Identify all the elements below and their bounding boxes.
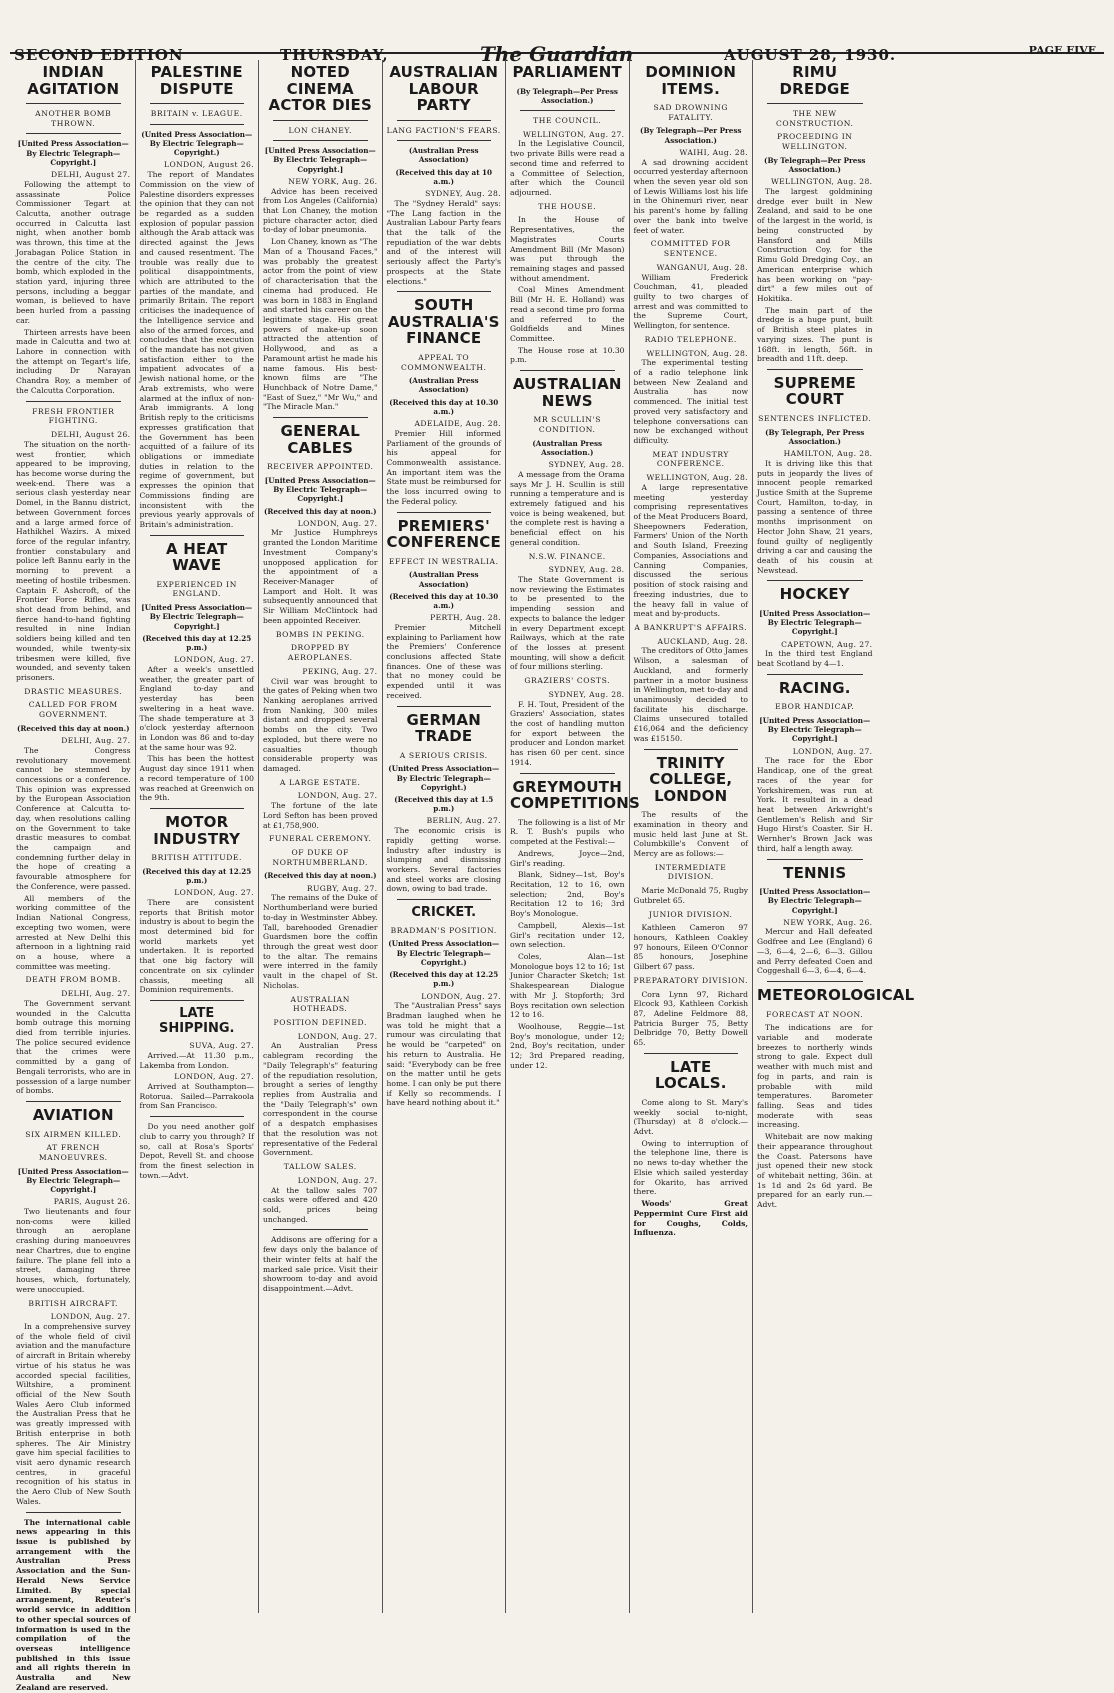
press-credit: (By Telegraph—Per Press Association.) (516, 86, 618, 105)
divider (767, 103, 863, 104)
subheading: RECEIVER APPOINTED. (266, 462, 374, 472)
dateline: DELHI, Aug. 27. (61, 736, 131, 746)
received-note: (Received this day at 10.30 a.m.) (389, 397, 499, 416)
cable-notice: The international cable news appearing in this issue is published by arrangement with the Australian Press Association and the Sun-Herald News Service Limited. By special arrangement, Reuter's world service in addition to other special sources of information is used in the compilation of the overseas intelligence published in this issue and all rights therein in Australia and New Zealand are reserved. (16, 1517, 131, 1692)
subheading: FUNERAL CEREMONY. (269, 834, 372, 844)
column-3 (259, 60, 383, 1613)
headline-supreme-court: SUPREME COURT (773, 373, 856, 409)
article-paragraph: In the Legislative Council, two private Bills were read a second time and referred to a Committee of Selection, after which the Council adjourned. (510, 139, 625, 197)
headline-hockey: HOCKEY (779, 585, 850, 604)
article-paragraph: At the tallow sales 707 casks were offered and 420 sold, prices being unchanged. (263, 1185, 378, 1224)
dateline: PERTH, Aug. 28. (430, 613, 501, 623)
divider (150, 535, 245, 536)
dateline: LONDON, Aug. 27. (174, 1072, 254, 1082)
article-paragraph: Lon Chaney, known as "The Man of a Thousand Faces," was probably the greatest actor from the point of view of characterisation that the cinema had produced. He was born in 1883 in England and started his career on the legitimate stage. His great powers of make-up soon attracted the attention of Hollywood, and as a Paramount artist he made his name famous. His best-known films are "The Hunchback of Notre Dame," "East of Suez," "Mr Wu," and "The Miracle Man." (263, 237, 378, 412)
column-4 (383, 60, 507, 1613)
press-credit: (United Press Association—By Electric Telegraph—Copyright.) (141, 129, 253, 158)
article-paragraph: The indications are for variable and moderate breezes to northerly winds strong to gale. Expect dull weather with much mist and fog in parts, and rain is probable with mild temperatures. Barometer falling. Seas and tides moderate with seas increasing. (757, 1023, 873, 1130)
headline-cricket: CRICKET. (411, 905, 477, 921)
subheading: APPEAL TO COMMONWEALTH. (400, 352, 487, 372)
press-credit: (By Telegraph—Per Press Association.) (640, 126, 742, 145)
article-paragraph: Mercur and Hall defeated Godfree and Lee (England) 6—3, 6—4, 2—6, 6—3. Gillou and Perry defeated Coen and Coggeshall 6—3, 6—4, 6—4. (757, 927, 873, 976)
article-paragraph: The "Australian Press" says Bradman laughed when he was told he might that a rumour was circulating that he would be "carpeted" on his return to Australia. He said: "Everybody can be free on the matter until he gets home. I can only be put there if Kelly so recommends. I have heard nothing about it." (386, 1001, 501, 1108)
divider (150, 124, 245, 125)
subheading: LON CHANEY. (288, 125, 352, 135)
divider (26, 103, 121, 104)
headline-general-cables: GENERAL CABLES (280, 422, 360, 457)
dateline: WELLINGTON, Aug. 28. (646, 348, 748, 358)
masthead (10, 6, 1104, 66)
dateline: WELLINGTON, Aug. 27. (522, 129, 625, 139)
divider (26, 401, 121, 402)
divider (397, 291, 492, 292)
page-number: PAGE FIVE. (1028, 44, 1100, 57)
subheading: COMMITTED FOR SENTENCE. (650, 239, 731, 259)
article-paragraph: The House rose at 10.30 p.m. (510, 345, 625, 365)
article-paragraph: It is driving like this that puts in jeopardy the lives of innocent people remarked Justice Smith at the Supreme Court, Hamilton, to-day, in passing a sentence of three months imprisonment on Hector John Shaw, 21 years, found guilty of negligently driving a car and causing the death of his cousin at Newstead. (757, 458, 873, 575)
subheading: AT FRENCH MANOEUVRES. (38, 1143, 108, 1162)
dateline: LONDON, Aug. 27. (421, 991, 501, 1001)
article-paragraph: The main part of the dredge is a huge punt, built of British steel plates in varying sizes. The punt is 168ft. in length, 56ft. in breadth and 11ft. deep. (757, 305, 873, 364)
dateline: WELLINGTON, Aug. 28. (770, 177, 873, 187)
press-credit: (United Press Association—By Electric Telegraph—Copyright.) (388, 939, 500, 967)
press-credit: [United Press Association—By Electric Telegraph—Copyright.] (17, 139, 129, 167)
dateline: RUGBY, Aug. 27. (306, 883, 378, 893)
headline-late-shipping: LATE SHIPPING. (159, 1006, 235, 1036)
received-note: (Received this day at noon.) (263, 506, 377, 516)
list-item: Woolhouse, Reggie—1st Boy's monologue, under 12; 2nd, Boy's recitation, under 12; 3rd Prepared reading, under 12. (510, 1022, 625, 1070)
article-paragraph: The experimental testing of a radio telephone link between New Zealand and Australia has now commenced. The initial test proved very satisfactory and telephone conversations can now be exchanged without difficulty. (633, 358, 748, 445)
dateline: PEKING, Aug. 27. (302, 666, 378, 676)
dateline: LONDON, August 26. (164, 160, 254, 170)
article-paragraph: Come along to St. Mary's weekly social to-night, (Thursday) at 8 o'clock.—Advt. (633, 1097, 748, 1137)
subheading: BOMBS IN PEKING. (275, 629, 365, 639)
subheading: LANG FACTION'S FEARS. (386, 125, 501, 135)
divider (767, 674, 863, 675)
article-paragraph: The remains of the Duke of Northumberland were buried to-day in Westminster Abbey. Tall, barehooded Grenadier Guardsmen bore the coffin through the great west door to the altar. The remains were interred in the family vault in the chapel of St. Nicholas. (263, 893, 378, 990)
press-credit: [United Press Association—By Electric Telegraph—Copyright.] (141, 603, 253, 631)
subheading: TALLOW SALES. (283, 1162, 357, 1172)
dateline: LONDON, Aug. 27. (50, 1312, 131, 1322)
subheading: FORECAST AT NOON. (766, 1009, 864, 1019)
dateline: LONDON, Aug. 27. (174, 655, 254, 665)
divider (520, 773, 615, 774)
article-paragraph: The Government servant wounded in the Calcutta bomb outrage this morning died from terrible injuries. The police secured evidence that the crimes were committed by a gang of Bengali terrorists, who are in possession of a large number of bombs. (16, 998, 131, 1096)
dateline: SYDNEY, Aug. 28. (548, 565, 625, 575)
headline-indian-agitation: INDIAN AGITATION (27, 63, 120, 98)
advertisement: Do you need another golf club to carry you through? If so, call at Rosa's Sports' Depot, Revell St. and choose from the finest selection in town.—Advt. (139, 1122, 254, 1180)
dateline: LONDON, Aug. 27. (297, 518, 378, 528)
headline-dominion-items: DOMINION ITEMS. (645, 63, 737, 98)
subheading: N.S.W. FINANCE. (528, 551, 606, 561)
article-paragraph: Owing to interruption of the telephone line, there is no news to-day whether the Elsie which sailed yesterday for Okarito, has arrived there. (633, 1138, 748, 1197)
divider (150, 808, 245, 809)
divider (26, 1512, 121, 1513)
divider (767, 369, 863, 370)
article-paragraph: Cora Lynn 97, Richard Elcock 93, Kathleen Corkish 87, Adeline Feldmore 88, Patricia Burger 75, Betty Delbridge 70, Betty Dowell 65. (633, 989, 748, 1048)
received-note: (Received this day at 10 a.m.) (395, 167, 493, 186)
subheading: A BANKRUPT'S AFFAIRS. (634, 622, 748, 632)
subheading: OF DUKE OF NORTHUMBERLAND. (272, 848, 369, 867)
headline-trinity-college: TRINITY COLLEGE, LONDON (649, 753, 733, 805)
divider (767, 981, 863, 982)
press-credit: (By Telegraph—Per Press Association.) (764, 155, 866, 175)
subheading: RADIO TELEPHONE. (644, 334, 737, 344)
divider (397, 512, 492, 513)
issue-day: THURSDAY, (280, 46, 389, 64)
article-paragraph: A sad drowning accident occurred yesterday afternoon when the seven year old son of Lewis Williams lost his life in the Ohinemuri river, near his parent's home by falling over the bank into twelve feet of water. (633, 157, 748, 235)
article-paragraph: The fortune of the late Lord Sefton has been proved at £1,758,900. (263, 801, 378, 830)
dateline: ADELAIDE, Aug. 28. (414, 419, 501, 429)
subheading: THE NEW CONSTRUCTION. (775, 109, 854, 128)
article-paragraph: An Australian Press cablegram recording the "Daily Telegraph's" featuring of the repudiation resolution, brought a series of lengthy replies from Australia and the "Daily Telegraph's" own correspondent in the course of a despatch emphasises that the resolution was not representative of the Federal Government. (263, 1041, 378, 1158)
headline-greymouth-competitions: GREYMOUTH COMPETITIONS (510, 777, 641, 813)
headline-parliament: PARLIAMENT (512, 63, 622, 81)
subheading: ANOTHER BOMB THROWN. (35, 109, 112, 128)
article-paragraph: Marie McDonald 75, Rugby Gutbrelet 65. (633, 886, 748, 905)
divider (273, 120, 368, 121)
dateline: LONDON, Aug. 27. (297, 791, 378, 801)
article-paragraph: Thirteen arrests have been made in Calcutta and two at Lahore in connection with the attempt on Tegart's life, including Dr Narayan Chandra Roy, a member of the Calcutta Corporation. (16, 327, 131, 395)
press-credit: (United Press Association—By Electric Telegraph—Copyright.) (388, 764, 500, 792)
headline-meteorological: METEOROLOGICAL (757, 986, 915, 1005)
list-item: Andrews, Joyce—2nd, Girl's reading. (510, 848, 625, 868)
received-note: (Received this day at 12.25 p.m.) (389, 970, 499, 989)
received-note: (Received this day at 12.25 p.m.) (142, 866, 252, 885)
subheading: PREPARATORY DIVISION. (633, 975, 748, 985)
article-paragraph: Premier Hill informed Parliament of the grounds of his appeal for Commonwealth assistance. An important item was the State must be reimbursed for the loss incurred owing to the Federal policy. (386, 428, 501, 506)
issue-date: AUGUST 28, 1930. (724, 46, 897, 64)
article-paragraph: William Frederick Couchman, 41, pleaded guilty to two charges of arrest and was committed to the Supreme Court, Wellington, for sentence. (633, 272, 748, 331)
headline-racing: RACING. (778, 678, 851, 697)
subheading: THE HOUSE. (538, 201, 597, 211)
press-credit: (Australian Press Association) (408, 146, 479, 165)
subheading: MEAT INDUSTRY CONFERENCE. (652, 449, 730, 469)
article-paragraph: After a week's unsettled weather, the greater part of England to-day and yesterday has been sweltering in a heat wave. The shade temperature at 3 o'clock yesterday afternoon in London was 86 and to-day at the same hour was 92. (139, 664, 254, 752)
article-paragraph: The situation on the north-west frontier, which appeared to be improving, has become worse during the week-end. There was a serious clash yesterday near Domel, in the Bannu district, between Government forces and a large armed force of Hathikhel Wazirs. A mixed force of the regular infantry, frontier constabulary and police left Bannu early in the morning to prevent a meeting of hostile tribesmen. Captain F. Ashcroft, of the Frontier Force Rifles, was shot dead from behind, and fierce hand-to-hand fighting resulted in nine Indian soldiers being killed and ten wounded, while twenty-six tribesmen were killed, five wounded, and seventy taken prisoners. (16, 439, 131, 683)
divider (397, 120, 492, 121)
subheading: PROCEEDING IN WELLINGTON. (776, 132, 853, 152)
headline-premiers-conference: PREMIERS' CONFERENCE (386, 516, 501, 552)
divider (273, 1229, 368, 1230)
column-5 (506, 60, 641, 1613)
divider (397, 140, 492, 141)
dateline: LONDON, Aug. 27. (297, 1175, 378, 1185)
divider (644, 1053, 739, 1054)
subheading: EFFECT IN WESTRALIA. (388, 556, 499, 566)
subheading: A SERIOUS CRISIS. (399, 750, 488, 760)
headline-rimu-dredge: RIMU DREDGE (779, 63, 850, 98)
article-paragraph: A message from the Orama says Mr J. H. Scullin is still running a temperature and is extremely fatigued and his voice is being weakened, but the complete rest is having a beneficial effect on his general condition. (510, 469, 625, 547)
article-paragraph: This has been the hottest August day since 1911 when a record temperature of 100 was reached at Greenwich on the 9th. (139, 754, 254, 803)
advertisement: Woods' Great Peppermint Cure First aid for Coughs, Colds, Influenza. (633, 1199, 748, 1238)
dateline: SYDNEY, Aug. 28. (548, 460, 625, 470)
newspaper-columns (12, 60, 1104, 1692)
subheading: EXPERIENCED IN ENGLAND. (156, 579, 237, 599)
press-credit: [United Press Association—By Electric Telegraph—Copyright.] (759, 716, 871, 744)
subheading: BRITAIN v. LEAGUE. (150, 109, 243, 118)
edition-label: SECOND EDITION (14, 46, 184, 64)
dateline: CAPETOWN, Aug. 27. (781, 639, 873, 649)
column-6 (630, 60, 754, 1613)
dateline: HAMILTON, Aug. 28. (783, 449, 873, 459)
subheading: DRASTIC MEASURES. (24, 686, 123, 696)
subheading: SIX AIRMEN KILLED. (25, 1129, 122, 1139)
subheading: SENTENCES INFLICTED. (758, 413, 872, 423)
received-note: (Received this day at noon.) (16, 723, 130, 733)
received-note: (Received this day at 1.5 p.m.) (394, 795, 494, 814)
newspaper-title: The Guardian (480, 42, 634, 66)
subheading: THE COUNCIL. (533, 115, 602, 125)
article-paragraph: The "Sydney Herald" says: "The Lang faction in the Australian Labour Party fears that the talk of the repudiation of the war debts and of the interest will seriously affect the Party's prospects at the State elections." (386, 198, 501, 286)
subheading: FRESH FRONTIER FIGHTING. (32, 406, 115, 426)
subheading: CALLED FOR FROM GOVERNMENT. (28, 700, 118, 720)
article-paragraph: The report of Mandates Commission on the view of Palestine disorders expresses the opinion that they can not be regarded as a sudden explosion of popular passion although the Arab attack was directed against the Jews and caused resentment. The trouble was really due to political disappointments, which are attributed to the parties of the mandate, and primarily Britain. The report criticises the inadequence of the Intelligence service and also of the armed forces, and concludes that the execution of the mandate has not given satisfaction either to the impatient advocates of a Jewish national home, or the Arab extremists, who were alarmed at the influx of non-Arab immigrants. A long British reply to the criticisms expresses gratification that the Government has been acquitted of a failure of its obligations or immediate duties in relation to the regime of government, but expresses the opinion that Commissions finding are inconsistent with the previous yearly approvals of Britain's administration. (139, 170, 254, 529)
headline-german-trade: GERMAN TRADE (406, 710, 481, 746)
subheading: SAD DROWNING FATALITY. (653, 103, 729, 122)
article-paragraph: F. H. Tout, President of the Graziers' Association, states the cost of handling mutton for export between the producer and London market has risen 60 per cent. since 1914. (510, 699, 625, 767)
divider (397, 899, 492, 900)
subheading: EBOR HANDICAP. (775, 702, 855, 712)
headline-palestine-dispute: PALESTINE DISPUTE (150, 63, 243, 98)
subheading: DROPPED BY AEROPLANES. (287, 643, 353, 663)
dateline: DELHI, August 26. (51, 430, 131, 440)
divider (26, 133, 121, 134)
divider (150, 1000, 245, 1001)
press-credit: (Australian Press Association) (408, 570, 479, 589)
dateline: SYDNEY, Aug. 28. (548, 689, 625, 699)
column-7 (753, 60, 915, 1613)
article-paragraph: The creditors of Otto James Wilson, a salesman of Auckland, and formerly partner in a motor business in Wellington, met to-day and unanimously decided to facilitate his discharge. Claims unsecured totalled £16,064 and the deficiency was £15150. (633, 646, 748, 743)
article-paragraph: All members of the working committee of the Indian National Congress, excepting two women, were arrested at New Delhi this afternoon in a lightning raid on a house, where a committee was meeting. (16, 893, 131, 971)
dateline: DELHI, Aug. 27. (61, 989, 131, 999)
headline-australian-news: AUSTRALIAN NEWS (512, 375, 622, 410)
dateline: LONDON, Aug. 27. (297, 1031, 378, 1041)
divider (26, 1101, 121, 1102)
subheading: POSITION DEFINED. (273, 1018, 367, 1027)
divider (150, 1116, 245, 1117)
dateline: SYDNEY, Aug. 28. (425, 189, 501, 199)
subheading: BRADMAN'S POSITION. (390, 925, 497, 935)
subheading: BRITISH AIRCRAFT. (28, 1298, 119, 1308)
article-paragraph: Two lieutenants and four non-coms were killed through an aeroplane crashing during manoeuvres near Chartres, due to engine failure. The plane fell into a street, damaging three houses, which, fortunately, were unoccupied. (16, 1207, 131, 1294)
divider (397, 706, 492, 707)
article-paragraph: Arrived at Southampton—Rotorua. Sailed—Parrakoola from San Francisco. (139, 1082, 254, 1111)
subheading: AUSTRALIAN HOTHEADS. (290, 994, 351, 1014)
dateline: NEW YORK, Aug. 26. (288, 176, 378, 186)
dateline: DELHI, August 27. (51, 170, 131, 180)
subheading: A LARGE ESTATE. (279, 777, 361, 787)
subheading: MR SCULLIN'S CONDITION. (533, 415, 602, 434)
dateline: WELLINGTON, Aug. 28. (646, 473, 748, 483)
article-paragraph: In a comprehensive survey of the whole field of civil aviation and the manufacture of aircraft in Britain whereby virtue of his status he was accorded special facilities, Wiltshire, a prominent official of the New South Wales Aero Club informed the Australian Press that he was greatly impressed with British enterprise in both spheres. The Air Ministry gave him special facilities to visit aero dynamic research centres, in graceful recognition of his status in the Aero Club of New South Wales. (16, 1321, 131, 1506)
dateline: PARIS, August 26. (53, 1197, 131, 1207)
article-paragraph: In the House of Representatives, the Magistrates Courts Amendment Bill (Mr Mason) was put through the remaining stages and passed without amendment. (510, 215, 625, 283)
dateline: WANGANUI, Aug. 28. (656, 262, 748, 272)
divider (767, 859, 863, 860)
dateline: AUCKLAND, Aug. 28. (657, 636, 748, 646)
article-paragraph: The results of the examination in theory and music held last June at St. Columbkille's Convent of Mercy are as follows:— (633, 810, 748, 858)
advertisement: Addisons are offering for a few days only the balance of their winter felts at half the marked sale price. Visit their showroom to-day and avoid disappointment.—Advt. (263, 1235, 378, 1293)
headline-australian-labour: AUSTRALIAN LABOUR PARTY (389, 63, 499, 114)
article-paragraph: There are consistent reports that British motor industry is about to begin the most determined bid for world markets yet undertaken. It is reported that one big factory will concentrate on six cylinder chassis, meeting all Dominion requirements. (139, 897, 254, 995)
article-paragraph: Coal Mines Amendment Bill (Mr H. E. Holland) was read a second time pro forma and referred to the Goldfields and Mines Committee. (510, 285, 625, 344)
dateline: BERLIN, Aug. 27. (426, 816, 501, 826)
article-paragraph: The largest goldmining dredge ever built in New Zealand, and said to be one of the largest in the world, is being constructed by Hansford and Mills Construction Coy. for the Rimu Gold Dredging Coy., an American enterprise which has been working on "pay-dirt" a few miles out of Hokitika. (757, 187, 873, 303)
dateline: LONDON, Aug. 27. (792, 746, 873, 756)
dateline: LONDON, Aug. 27. (174, 888, 254, 898)
article-paragraph: Advice has been received from Los Angeles (California) that Lon Chaney, the motion picture character actor, died to-day of lobar pneumonia. (263, 186, 378, 235)
headline-heat-wave: A HEAT WAVE (165, 539, 228, 575)
list-item: Campbell, Alexis—1st Girl's recitation under 12, own selection. (510, 920, 625, 950)
article-paragraph: The economic crisis is rapidly getting worse. Industry after industry is slumping and dismissing workers. Several factories and steel works are closing down, owing to bad trade. (386, 826, 501, 894)
article-paragraph: The Congress revolutionary movement cannot be stemmed by concessions or a conference. This opinion was expressed by the European Association Conference at Calcutta to-day, when resolutions calling on the Government to take drastic measures to combat the campaign and condemning further delay in the hope of creating a favourable atmosphere for the Conference, were passed. (16, 745, 131, 891)
press-credit: [United Press Association—By Electric Telegraph—Copyright.] (264, 475, 376, 504)
list-item: Blank, Sidney—1st, Boy's Recitation, 12 to 16, own selection; 2nd, Boy's Recitation 12 to 16; 3rd Boy's Monologue. (510, 870, 625, 919)
article-paragraph: Civil war was brought to the gates of Peking when two Nanking aeroplanes arrived from Nanking, 300 miles distant and dropped several bombs on the city. Two exploded, but there were no casualties though considerable property was damaged. (263, 676, 378, 773)
divider (273, 417, 368, 418)
press-credit: [United Press Association—By Electric Telegraph—Copyright.] (759, 887, 871, 915)
divider (273, 140, 368, 141)
received-note: (Received this day at 12.25 p.m.) (142, 633, 252, 652)
press-credit: (By Telegraph, Per Press Association.) (765, 427, 865, 446)
subheading: BRITISH ATTITUDE. (151, 853, 243, 862)
article-paragraph: Premier Mitchell explaining to Parliament how the Premiers' Conference conclusions affected State finances. One of these was that no money could be expended until it was received. (386, 622, 501, 700)
headline-motor-industry: MOTOR INDUSTRY (153, 813, 241, 848)
subheading: DEATH FROM BOMB. (25, 975, 122, 985)
article-paragraph: Arrived.—At 11.30 p.m., Lakemba from London. (139, 1050, 254, 1070)
received-note: (Received this day at 10.30 a.m.) (389, 591, 499, 610)
column-2 (136, 60, 260, 1613)
headline-south-australia-finance: SOUTH AUSTRALIA'S FINANCE (387, 296, 500, 348)
article-paragraph: A large representative meeting yesterday comprising representatives of the Meat Producers Board, Sheepowners Federation, Farmers' Union of the North and South Island, Freezing Companies, Associations and Canning Companies, discussed the serious position of stock raising and freezing industries, due to the heavy fall in value of meat and by-products. (633, 482, 748, 619)
subheading: JUNIOR DIVISION. (648, 909, 733, 919)
article-paragraph: Kathleen Cameron 97 honours, Kathleen Coakley 97 honours, Eileen O'Connor 85 honours, Josephine Gilbert 67 pass. (633, 923, 748, 972)
article-paragraph: The race for the Ebor Handicap, one of the great races of the year for Yorkshiremen, was run at York. It resulted in a dead heat between Arkwright's Gentlemen's Relish and Sir Hugo Hirst's Coaster. Sir H. Wernher's Brown Jack was third, half a length away. (757, 756, 873, 853)
column-1 (12, 60, 136, 1692)
dateline: NEW YORK, Aug. 26. (783, 917, 873, 927)
subheading: GRAZIERS' COSTS. (524, 676, 611, 686)
press-credit: [United Press Association—By Electric Telegraph—Copyright.] (759, 608, 871, 637)
press-credit: (Australian Press Association.) (532, 438, 603, 457)
press-credit: [United Press Association—By Electric Telegraph—Copyright.] (264, 146, 376, 174)
article-paragraph: The State Government is now reviewing the Estimates to be presented to the impending session and expects to balance the ledger in every Department except Railways, which at the rate of the losses at present mounting, will show a deficit of four millions sterling. (510, 574, 625, 672)
received-note: (Received this day at noon.) (263, 871, 377, 881)
headline-cinema-actor: NOTED CINEMA ACTOR DIES (268, 63, 372, 114)
advertisement: Whitebait are now making their appearance throughout the Coast. Patersons have just opened their new stock of whitebait netting, 36in. at 1s 1d and 2s 6d yard. Be prepared for an early run.—Advt. (757, 1132, 873, 1210)
article-paragraph: Following the attempt to assassinate Police Commissioner Tegart at Calcutta, another outrage occurred in Calcutta last night, when another bomb was thrown, this time at the Jorabagan Police Station in the centre of the city. The bomb, which exploded in the station yard, injuring three persons, including a beggar woman, is believed to have been hurled from a passing car. (16, 179, 131, 325)
divider (150, 103, 245, 104)
divider (520, 370, 615, 371)
press-credit: (Australian Press Association) (408, 376, 479, 395)
subheading: INTERMEDIATE DIVISION. (655, 862, 727, 882)
list-item: Coles, Alan—1st Monologue boys 12 to 16; 1st Junior Character Sketch; 1st Shakespearean Dialogue with Mr J. Stopforth; 3rd Boys recitation own selection 12 to 16. (510, 951, 625, 1020)
article-paragraph: Mr Justice Humphreys granted the London Maritime Investment Company's unopposed application for the appointment of a Receiver-Manager of Lamport and Holt. It was subsequently announced that Sir William McClintock had been appointed Receiver. (263, 528, 378, 625)
dateline: WAIHI, Aug. 28. (679, 147, 748, 157)
headline-late-locals: LATE LOCALS. (654, 1057, 727, 1093)
article-paragraph: The following is a list of Mr R. T. Bush's pupils who competed at the Festival:— (510, 817, 625, 847)
divider (644, 749, 739, 750)
divider (520, 110, 615, 111)
dateline: SUVA, Aug. 27. (189, 1041, 254, 1051)
headline-tennis: TENNIS (783, 863, 847, 882)
divider (767, 580, 863, 581)
headline-aviation: AVIATION (32, 1106, 114, 1124)
article-paragraph: In the third test England beat Scotland by 4—1. (757, 649, 873, 669)
press-credit: [United Press Association—By Electric Telegraph—Copyright.] (17, 1166, 129, 1195)
